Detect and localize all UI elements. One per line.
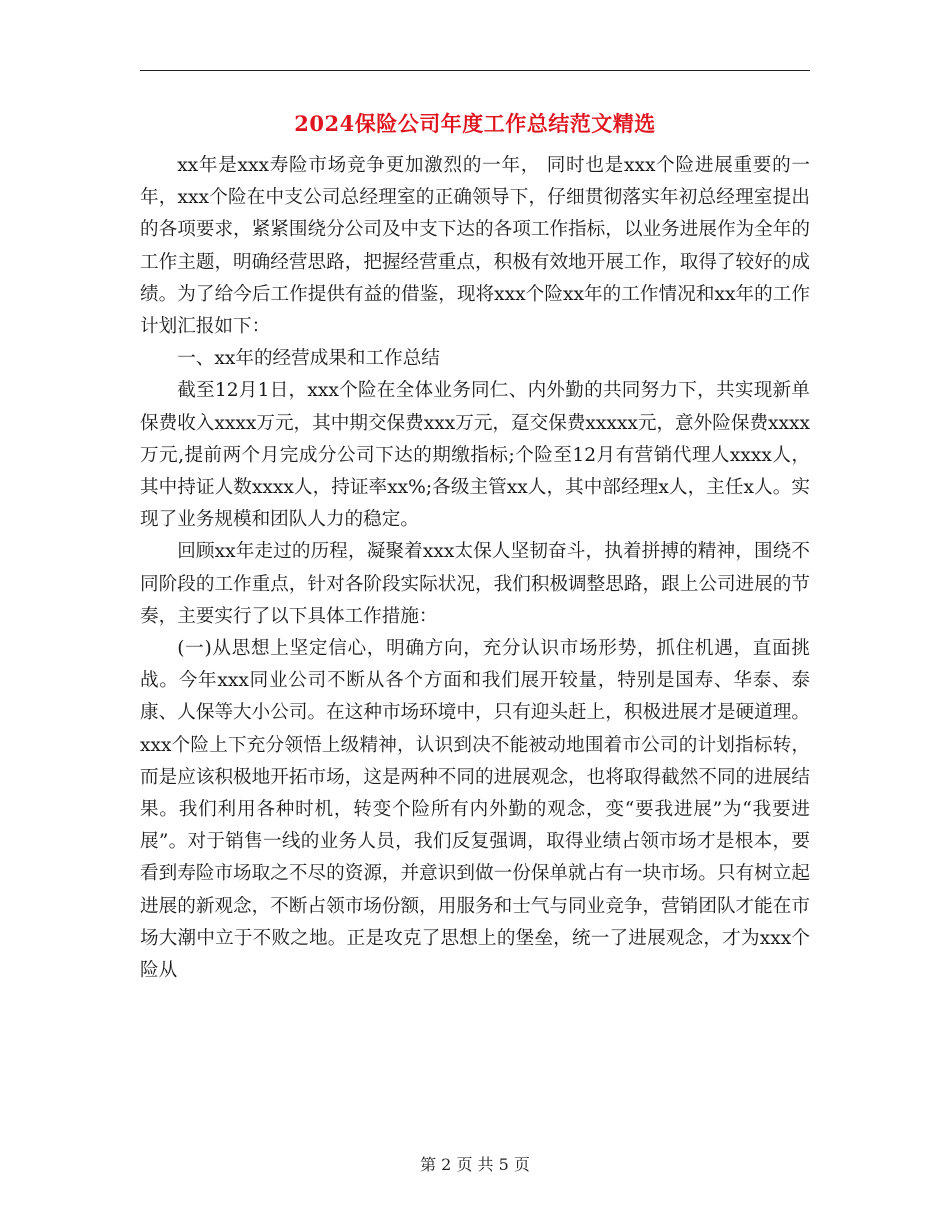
paragraph-measure-one: (一)从思想上坚定信心，明确方向，充分认识市场形势，抓住机遇，直面挑战。今年xxx同业公司不断从各个方面和我们展开较量，特别是国寿、华泰、泰康、人保等大小公司。在这种市场环境中，只有迎头赶上，积极进展才是硬道理。xxx个险上下充分领悟上级精神，认识到决不能被动地围着市公司的计划指标转，而是应该积极地开拓市场，这是两种不同的进展观念，也将取得截然不同的进展结果。我们利用各种时机，转变个险所有内外勤的观念，变“要我进展”为“我要进展”。对于销售一线的业务人员，我们反复强调，取得业绩占领市场才是根本，要看到寿险市场取之不尽的资源，并意识到做一份保单就占有一块市场。只有树立起进展的新观念，不断占领市场份额，用服务和士气与同业竞争，营销团队才能在市场大潮中立于不败之地。正是攻克了思想上的堡垒，统一了进展观念，才为xxx个险从 [140, 638, 810, 982]
paragraph-review: 回顾xx年走过的历程，凝聚着xxx太保人坚韧奋斗，执着拼搏的精神，围绕不同阶段的工作重点，针对各阶段实际状况，我们积极调整思路，跟上公司进展的节奏，主要实行了以下具体工作措施： [140, 541, 810, 627]
header-rule [140, 70, 810, 71]
paragraph-intro: xx年是xxx寿险市场竞争更加激烈的一年， 同时也是xxx个险进展重要的一年，xxx个险在中支公司总经理室的正确领导下，仔细贯彻落实年初总经理室提出的各项要求，紧紧围绕分公司及中支下达的各项工作指标，以业务进展作为全年的工作主题，明确经营思路，把握经营重点，积极有效地开展工作，取得了较好的成绩。为了给今后工作提供有益的借鉴，现将xxx个险xx年的工作情况和xx年的工作计划汇报如下： [140, 155, 810, 338]
paragraph-section-heading: 一、xx年的经营成果和工作总结 [177, 348, 440, 370]
document-body [140, 150, 810, 987]
page-footer: 第 2 页 共 5 页 [420, 1155, 530, 1174]
document-title: 2024保险公司年度工作总结范文精选 [294, 111, 656, 136]
paragraph-results: 截至12月1日，xxx个险在全体业务同仁、内外勤的共同努力下，共实现新单保费收入xxxx万元，其中期交保费xxx万元，趸交保费xxxxx元，意外险保费xxxx万元,提前两个月完成分公司下达的期缴指标;个险至12月有营销代理人xxxx人，其中持证人数xxxx人，持证率xx%;各级主管xx人，其中部经理x人，主任x人。实现了业务规模和团队人力的稳定。 [140, 380, 810, 531]
